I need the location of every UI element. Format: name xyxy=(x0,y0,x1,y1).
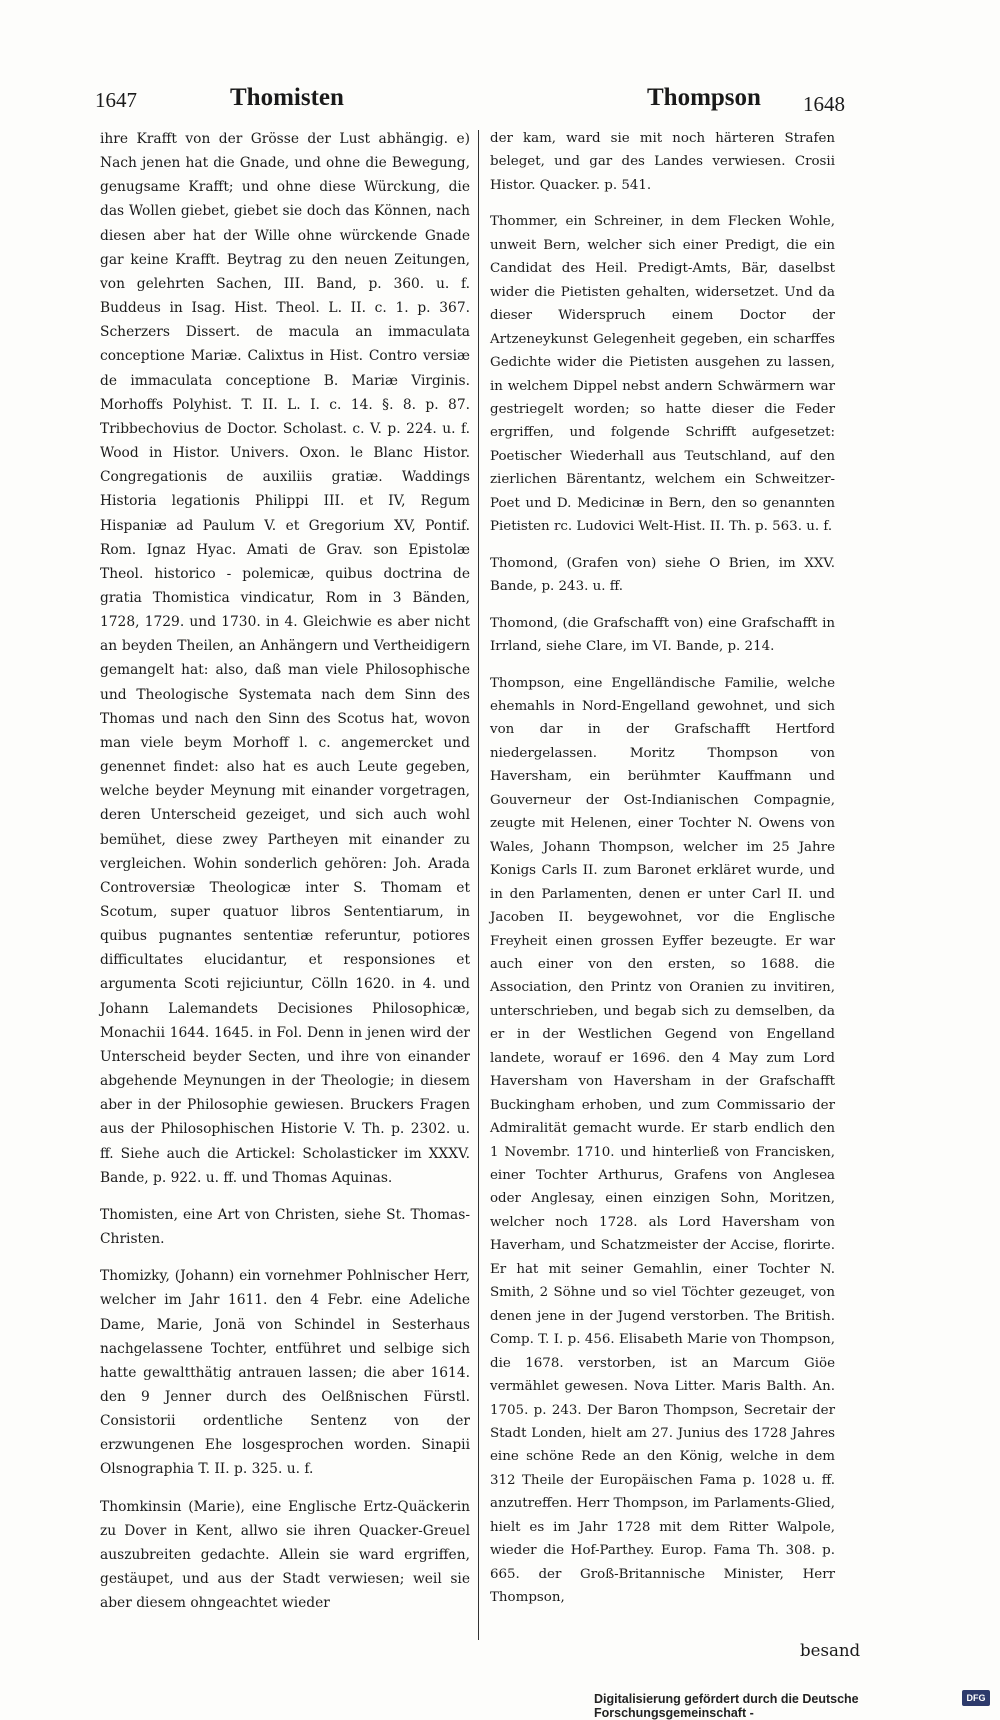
entry-thomond-grafschafft: Thomond, (die Grafschafft von) eine Grafschafft in Irrland, siehe Clare, im VI. Bande, p. 214. xyxy=(490,615,835,655)
left-running-title: Thomisten xyxy=(230,84,344,111)
entry-thompson: Thompson, eine Engelländische Familie, welche ehemahls in Nord-Engelland gewohnet, und sich von dar in der Grafschafft Hertford niedergelassen. Moritz Thompson von Haversham, ein berühmter Kauffmann und Gouverneur der Ost-Indianischen Compagnie, zeugte mit Helenen, einer Tochter N. Owens von Wales, Johann Thompson, welcher im 25 Jahre Konigs Carls II. zum Baronet erkläret wurde, und in den Parlamenten, denen er unter Carl II. und Jacoben II. beygewohnet, vor die Englische Freyheit einen grossen Eyffer bezeugte. Er war auch einer von den ersten, so 1688. die Association, den Printz von Oranien zu invitiren, unterschrieben, und begab sich zu demselben, da er in der Westlichen Gegend von Engelland landete, worauf er 1696. den 4 May zum Lord Haversham von Haversham in der Grafschafft Buckingham erhoben, und zum Commissario der Admiralität gemacht wurde. Er starb endlich den 1 Novembr. 1710. und hinterließ von Francisken, einer Tochter Arthurus, Grafens von Anglesea oder Anglesay, einen einzigen Sohn, Moritzen, welcher noch 1728. als Lord Haversham von Haverham, und Schatzmeister der Accise, florirte. Er hat mit seiner Gemahlin, einer Tochter N. Smith, 2 Söhne und so viel Töchter gezeuget, von denen jene in der Jugend verstorben. The British. Comp. T. I. p. 456. Elisabeth Marie von Thompson, die 1678. verstorben, ist an Marcum Giöe vermählet gewesen. Nova Litter. Maris Balth. An. 1705. p. 243. Der Baron Thompson, Secretair der Stadt Londen, hielt am 27. Junius des 1728 Jahres eine schöne Rede an den König, welche in dem 312 Theile der Europäischen Fama p. 1028 u. ff. anzutreffen. Herr Thompson, im Parlaments-Glied, hielt es im Jahr 1728 mit dem Ritter Walpole, wieder die Hof-Parthey. Europ. Fama Th. 308. p. 665. der Groß-Britannische Minister, Herr Thompson, xyxy=(490,675,835,1606)
footer-text: Digitalisierung gefördert durch die Deutsche Forschungsgemeinschaft - xyxy=(594,1692,859,1720)
left-column xyxy=(100,127,470,1615)
column-divider xyxy=(478,130,479,1640)
right-page-number: 1648 xyxy=(803,92,845,116)
dfg-logo-icon: DFG xyxy=(962,1690,990,1706)
catchword: besand xyxy=(800,1641,861,1660)
paragraph-thomkinsin-continued: der kam, ward sie mit noch härteren Strafen beleget, und gar des Landes verwiesen. Crosii Histor. Quacker. p. 541. xyxy=(490,131,835,193)
entry-thomond-grafen: Thomond, (Grafen von) siehe O Brien, im XXV. Bande, p. 243. u. ff. xyxy=(490,555,835,595)
paragraph-thomisten-continued: ihre Krafft von der Grösse der Lust abhängig. e) Nach jenen hat die Gnade, und ohne die Bewegung, genugsame Krafft; und ohne diese Würckung, die das Wollen giebet, giebet sie doch das Können, nach diesen aber hat der Wille ohne würckende Gnade gar keine Krafft. Beytrag zu den neuen Zeitungen, von gelehrten Sachen, III. Band, p. 360. u. f. Buddeus in Isag. Hist. Theol. L. II. c. 1. p. 367. Scherzers Dissert. de macula an immaculata conceptione Mariæ. Calixtus in Hist. Contro versiæ de immaculata conceptione B. Mariæ Virginis. Morhoffs Polyhist. T. II. L. I. c. 14. §. 8. p. 87. Tribbechovius de Doctor. Scholast. c. V. p. 224. u. f. Wood in Histor. Univers. Oxon. le Blanc Histor. Congregationis de auxiliis gratiæ. Waddings Historia legationis Philippi III. et IV, Regum Hispaniæ ad Paulum V. et Gregorium XV, Pontif. Rom. Ignaz Hyac. Amati de Grav. son Epistolæ Theol. historico - polemicæ, quibus doctrina de gratia Thomistica vindicatur, Rom in 3 Bänden, 1728, 1729. und 1730. in 4. Gleichwie es aber nicht an beyden Theilen, an Anhängern und Vertheidigern gemangelt hat: also, daß man viele Philosophische und Theologische Systemata nach dem Sinn des Thomas und nach den Sinn des Scotus hat, wovon man viele beym Morhoff l. c. angemercket und genennet findet: also hat es auch Leute gegeben, welche beyder Meynung mit einander vorgetragen, deren Unterscheid gezeiget, und sich auch wohl bemühet, diese zwey Partheyen mit einander zu vergleichen. Wohin sonderlich gehören: Joh. Arada Controversiæ Theologicæ inter S. Thomam et Scotum, super quatuor libros Sententiarum, in quibus pugnantes sententiæ referuntur, potiores difficultates elucidantur, et responsiones et argumenta Scoti rejiciuntur, Cölln 1620. in 4. und Johann Lalemandets Decisiones Philosophicæ, Monachii 1644. 1645. in Fol. Denn in jenen wird der Unterscheid beyder Secten, und ihre von einander abgehende Meynungen in der Theologie; in diesem aber in der Philosophie gewiesen. Bruckers Fragen aus der Philosophischen Historie V. Th. p. 2302. u. ff. Siehe auch die Artickel: Scholasticker im XXXV. Bande, p. 922. u. ff. und Thomas Aquinas. xyxy=(100,131,470,1186)
digitization-footer xyxy=(594,1690,994,1720)
right-column xyxy=(490,127,835,1610)
left-page-number: 1647 xyxy=(95,88,137,112)
page-header xyxy=(95,82,845,122)
entry-thommer: Thommer, ein Schreiner, in dem Flecken Wohle, unweit Bern, welcher sich einer Predigt, die ein Candidat des Heil. Predigt-Amts, Bär, daselbst wider die Pietisten gehalten, widersetzet. Und da dieser Widerspruch einem Doctor der Artzeneykunst Gelegenheit gegeben, ein scharffes Gedichte wider die Pietisten ausgehen zu lassen, in welchem Dippel nebst andern Schwärmern war gestriegelt worden; so hatte dieser die Feder ergriffen, und folgende Schrifft aufgesetzet: Poetischer Wiederhall aus Teutschland, auf den zierlichen Bärentantz, welchem ein Schweitzer-Poet und D. Medicinæ in Bern, den so genannten Pietisten rc. Ludovici Welt-Hist. II. Th. p. 563. u. f. xyxy=(490,214,835,535)
entry-thomizky: Thomizky, (Johann) ein vornehmer Pohlnischer Herr, welcher im Jahr 1611. den 4 Febr. eine Adeliche Dame, Marie, Jonä von Schindel in Sesterhaus nachgelassene Tochter, entführet und selbige sich hatte gewaltthätig antrauen lassen; die aber 1614. den 9 Jenner durch des Oelßnischen Fürstl. Consistorii ordentliche Sentenz von der erzwungenen Ehe losgesprochen worden. Sinapii Olsnographia T. II. p. 325. u. f. xyxy=(100,1268,470,1478)
right-running-title: Thompson xyxy=(647,84,761,111)
entry-thomisten: Thomisten, eine Art von Christen, siehe St. Thomas-Christen. xyxy=(100,1206,470,1248)
entry-thomkinsin: Thomkinsin (Marie), eine Englische Ertz-Quäckerin zu Dover in Kent, allwo sie ihren Quacker-Greuel auszubreiten gedachte. Allein sie ward ergriffen, gestäupet, und aus der Stadt verwiesen; weil sie aber diesem ohngeachtet wieder xyxy=(100,1498,470,1612)
